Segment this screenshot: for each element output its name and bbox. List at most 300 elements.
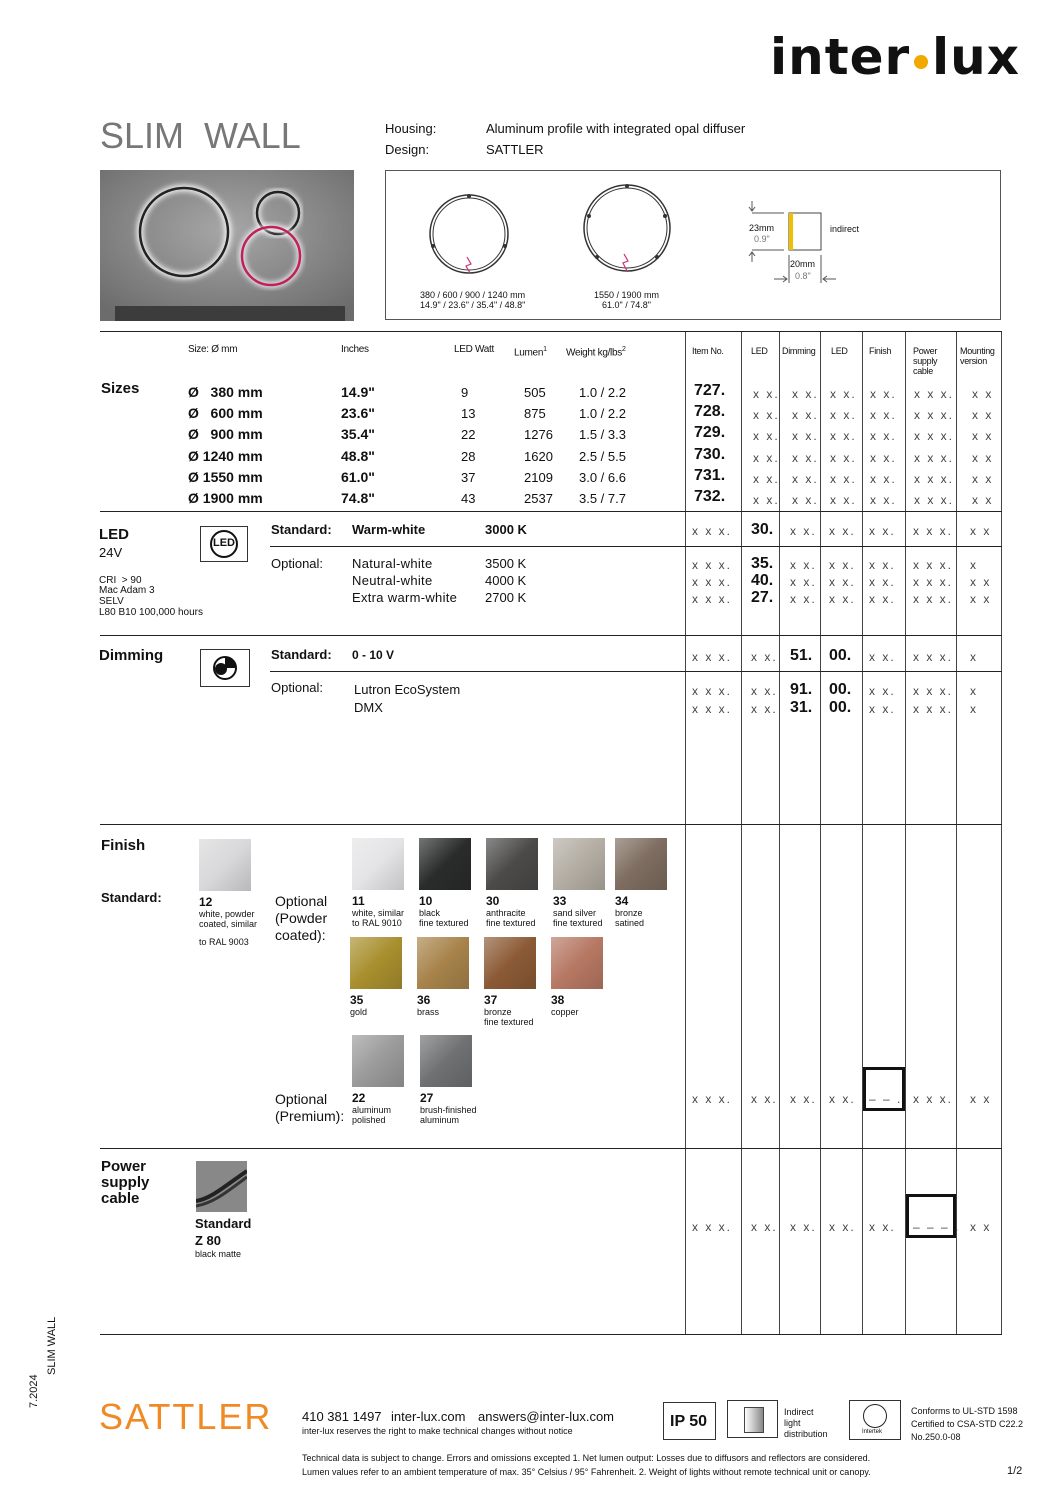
- watt-value: 37: [461, 469, 476, 485]
- finish-code: 38: [551, 993, 565, 1007]
- code-c4: x x.: [870, 493, 897, 507]
- cable-icon: [196, 1161, 247, 1212]
- led-standard-name: Warm-white: [352, 522, 426, 537]
- finish-desc2: fine textured: [486, 918, 536, 928]
- ip-rating-badge: [663, 1402, 716, 1440]
- led-spec1: CRI > 90: [99, 575, 142, 586]
- finish-swatch: [551, 937, 603, 989]
- col-weight: [566, 344, 626, 358]
- finish-desc2: fine textured: [553, 918, 603, 928]
- col-size: Size: Ø mm: [188, 344, 238, 355]
- code-led2: x x.: [829, 1092, 856, 1106]
- sizes-heading: Sizes: [101, 380, 140, 397]
- housing-label: Housing:: [385, 121, 437, 136]
- finish-desc1: bronze: [484, 1007, 512, 1017]
- code-c6: x x: [972, 493, 994, 507]
- finish-heading: Finish: [101, 837, 146, 854]
- code-mount: x x: [970, 592, 992, 606]
- led-option-name: Neutral-white: [352, 573, 433, 588]
- finish-optional-label3: coated):: [275, 927, 326, 943]
- code-c3: x x.: [830, 471, 857, 486]
- code-c1: x x.: [753, 387, 780, 401]
- code-c3: x x.: [830, 450, 857, 465]
- size-value: Ø 1900 mm: [188, 490, 263, 506]
- code-mount: x: [970, 558, 978, 572]
- code-finish: x x.: [869, 684, 896, 698]
- col-mount-2: version: [960, 356, 987, 366]
- watt-value: 43: [461, 491, 476, 506]
- etl-cert-text: Intertek: [862, 1429, 883, 1435]
- product-photo: [100, 170, 354, 321]
- code-item: x x x.: [692, 1092, 733, 1106]
- finish-desc1: aluminum: [352, 1105, 392, 1115]
- col-power-2: supply: [913, 356, 938, 366]
- finish-desc1: anthracite: [486, 908, 526, 918]
- finish-desc1: sand silver: [553, 908, 597, 918]
- col-inches: Inches: [341, 344, 369, 355]
- led-optional-label: Optional:: [271, 556, 324, 571]
- finish-code: 37: [484, 993, 498, 1007]
- code-c3: x x.: [830, 387, 857, 401]
- code-item: x x x.: [692, 575, 733, 589]
- lumen-value: 1620: [524, 448, 553, 464]
- code-c1: x x.: [753, 450, 780, 465]
- code-led2: 00.: [829, 681, 852, 698]
- code-power: x x x.: [913, 1092, 954, 1106]
- code-mount: x x: [970, 575, 992, 589]
- finish-code: 30: [486, 894, 500, 908]
- code-dim: 51.: [790, 647, 813, 664]
- drawing-caption2-line1: 1550 / 1900 mm: [594, 290, 660, 300]
- indirect-light-icon-shape: [744, 1407, 764, 1433]
- code-finish: x x.: [869, 575, 896, 589]
- finish-desc1: white, powder: [199, 909, 255, 919]
- rule-after-dimming: [100, 824, 1002, 825]
- code-power: x x x.: [913, 524, 954, 538]
- conf-line1: Conforms to UL-STD 1598: [911, 1406, 1018, 1416]
- led-heading: LED: [99, 526, 129, 543]
- led-standard-label: Standard:: [271, 522, 332, 537]
- finish-code: 27: [420, 1091, 434, 1105]
- dimming-optional-label: Optional:: [271, 680, 324, 695]
- code-c1: x x.: [753, 429, 780, 444]
- code-item: x x x.: [692, 650, 733, 664]
- code-c4: x x.: [870, 450, 897, 465]
- code-c1: x x.: [753, 408, 780, 423]
- side-date: 7.2024: [28, 1374, 40, 1408]
- code-mount: x: [970, 702, 978, 716]
- code-finish: x x.: [869, 650, 896, 664]
- code-dim: x x.: [790, 592, 817, 606]
- code-finish: x x.: [869, 702, 896, 716]
- height-in: 0.9": [754, 234, 770, 244]
- code-c6: x x: [972, 450, 994, 465]
- code-item: x x x.: [692, 1220, 733, 1234]
- led-standard-temp: 3000 K: [485, 522, 527, 537]
- dimming-standard-value: 0 - 10 V: [352, 648, 395, 662]
- ip-rating: IP 50: [670, 1413, 708, 1430]
- code-mount: x x: [970, 1092, 992, 1106]
- code-c2: x x.: [792, 493, 819, 507]
- page-title: SLIM WALL: [100, 115, 301, 156]
- watt-value: 9: [461, 385, 469, 400]
- finish-desc2: to RAL 9010: [352, 918, 402, 928]
- size-value: Ø 1240 mm: [188, 447, 263, 464]
- indirect-text3: distribution: [784, 1429, 828, 1439]
- table-top-rule: [100, 331, 1002, 332]
- footer-email[interactable]: answers@inter-lux.com: [478, 1409, 615, 1424]
- code-power: x x x.: [913, 558, 954, 572]
- lumen-value: 505: [524, 385, 546, 400]
- code-c3: x x.: [830, 408, 857, 423]
- code-c2: x x.: [792, 408, 819, 423]
- item-code: 729.: [694, 424, 726, 442]
- code-finish: x x.: [869, 524, 896, 538]
- power-heading-1: Power: [101, 1158, 147, 1175]
- finish-desc1: bronze: [615, 908, 643, 918]
- interlux-logo: [770, 28, 1030, 88]
- item-code: 728.: [694, 403, 726, 421]
- finish-swatch: [420, 1035, 472, 1087]
- width-mm: 20mm: [790, 259, 816, 269]
- code-c2: x x.: [792, 387, 819, 401]
- code-led: x x.: [751, 1092, 778, 1106]
- code-mount: x: [970, 650, 978, 664]
- code-item: x x x.: [692, 592, 733, 606]
- width-in: 0.8": [795, 271, 811, 281]
- led-voltage: 24V: [99, 545, 123, 560]
- finish-code: 35: [350, 993, 364, 1007]
- code-c1: x x.: [753, 493, 780, 507]
- finish-optional-label2: (Powder: [275, 910, 328, 926]
- product-photo-svg: [100, 170, 354, 321]
- dimming-option-name: DMX: [354, 700, 383, 715]
- code-c6: x x: [972, 387, 994, 401]
- finish-premium-label1: Optional: [275, 1091, 328, 1107]
- code-finish: x x.: [869, 558, 896, 572]
- led-option-temp: 2700 K: [485, 590, 527, 605]
- finish-desc1: white, similar: [352, 908, 405, 918]
- finish-swatch: [417, 937, 469, 989]
- inches-value: 23.6": [341, 405, 375, 422]
- code-power: x x x.: [913, 684, 954, 698]
- weight-value: 2.5 / 5.5: [579, 448, 626, 464]
- code-mount: x: [970, 684, 978, 698]
- dimming-option-name: Lutron EcoSystem: [354, 682, 461, 697]
- watt-value: 22: [461, 427, 476, 443]
- code-dim: x x.: [790, 524, 817, 538]
- grid-line-1: [685, 332, 686, 1335]
- code-led2: 00.: [829, 647, 852, 664]
- grid-line-7: [956, 332, 957, 1335]
- col-item-no: Item No.: [692, 346, 724, 356]
- grid-line-6: [905, 332, 906, 1335]
- finish-desc3: to RAL 9003: [199, 937, 249, 947]
- page-number: 1/2: [1007, 1465, 1023, 1477]
- code-led2: x x.: [829, 558, 856, 572]
- size-value: Ø 1550 mm: [188, 468, 263, 485]
- code-dim: x x.: [790, 1220, 817, 1234]
- code-c4: x x.: [870, 408, 897, 423]
- code-item: x x x.: [692, 524, 733, 538]
- col-led: LED: [751, 346, 768, 356]
- code-item: x x x.: [692, 702, 733, 716]
- code-c4: x x.: [870, 387, 897, 401]
- item-code: 730.: [694, 445, 726, 463]
- footer-web[interactable]: inter-lux.com: [391, 1409, 466, 1424]
- finish-standard-label: Standard:: [101, 890, 162, 905]
- col-weight-sup: 2: [621, 346, 626, 353]
- indirect-light-icon: [727, 1400, 778, 1438]
- code-c5: x x x.: [914, 493, 955, 507]
- etl-circle: [863, 1404, 887, 1428]
- led-option-name: Extra warm-white: [352, 590, 458, 605]
- grid-line-8: [1001, 332, 1002, 1335]
- dimmer-icon: [201, 650, 249, 686]
- finish-premium-label2: (Premium):: [275, 1108, 345, 1124]
- tech-line1: Technical data is subject to change. Errors and omissions excepted 1. Net lumen output: Losses due to diffusors and reflectors are considered.: [302, 1453, 871, 1463]
- rule-after-led: [100, 635, 1002, 636]
- finish-code: 36: [417, 993, 431, 1007]
- power-desc: black matte: [195, 1249, 242, 1259]
- code-led: 27.: [751, 589, 774, 606]
- code-led: x x.: [751, 702, 778, 716]
- code-c3: x x.: [830, 493, 857, 507]
- finish-swatch: [350, 937, 402, 989]
- col-lumen-text: Lumen: [514, 347, 544, 359]
- finish-code-highlight: [863, 1067, 905, 1111]
- code-power: x x x.: [913, 650, 954, 664]
- col-weight-text: Weight kg/lbs: [566, 347, 622, 359]
- code-item: x x x.: [692, 558, 733, 572]
- conf-line2: Certified to CSA-STD C22.2: [911, 1419, 1024, 1429]
- power-standard: Standard: [195, 1216, 252, 1231]
- code-c6: x x: [972, 471, 994, 486]
- code-power: x x x.: [913, 592, 954, 606]
- footer-phone: 410 381 1497: [302, 1409, 382, 1424]
- drawing-caption1-line2: 14.9" / 23.6" / 35.4" / 48.8": [420, 300, 526, 310]
- lumen-value: 1276: [524, 427, 553, 443]
- code-c1: x x.: [753, 471, 780, 486]
- code-led2: x x.: [829, 524, 856, 538]
- led-spec3: SELV: [99, 596, 124, 607]
- grid-line-4: [820, 332, 821, 1335]
- watt-value: 28: [461, 448, 476, 464]
- finish-desc2: fine textured: [484, 1017, 534, 1027]
- code-power: – – – .: [913, 1220, 961, 1234]
- code-led: x x.: [751, 684, 778, 698]
- finish-swatch: [486, 838, 538, 890]
- size-value: Ø 600 mm: [188, 405, 263, 422]
- logo-dot: [914, 55, 928, 69]
- code-led: x x.: [751, 1220, 778, 1234]
- rule-led-standard: [270, 546, 1002, 547]
- code-power: x x x.: [913, 702, 954, 716]
- col-power-1: Power: [913, 346, 938, 356]
- power-cable-swatch: [196, 1161, 247, 1212]
- power-code-highlight: [906, 1194, 956, 1238]
- logo-text-left: inter: [770, 28, 911, 86]
- finish-desc1: black: [419, 908, 441, 918]
- code-led2: 00.: [829, 699, 852, 716]
- size-value: Ø 900 mm: [188, 426, 263, 443]
- indirect-label: indirect: [830, 224, 860, 234]
- col-led2: LED: [831, 346, 848, 356]
- code-item: x x x.: [692, 684, 733, 698]
- power-heading-3: cable: [101, 1190, 140, 1207]
- dimming-icon: [200, 649, 250, 687]
- rule-after-sizes: [100, 511, 1002, 512]
- weight-value: 3.5 / 7.7: [579, 491, 626, 506]
- code-c2: x x.: [792, 471, 819, 486]
- code-c5: x x x.: [914, 471, 955, 486]
- code-c5: x x x.: [914, 408, 955, 423]
- item-code: 732.: [694, 488, 726, 505]
- finish-desc1: brass: [417, 1007, 440, 1017]
- finish-swatch: [352, 1035, 404, 1087]
- code-c5: x x x.: [914, 450, 955, 465]
- code-led: 30.: [751, 521, 774, 538]
- code-c3: x x.: [830, 429, 857, 444]
- col-mount-1: Mounting: [960, 346, 995, 356]
- grid-line-5: [862, 332, 863, 1335]
- led-icon-text: LED: [213, 537, 235, 549]
- size-value: Ø 380 mm: [188, 384, 263, 400]
- code-dim: x x.: [790, 575, 817, 589]
- led-option-name: Natural-white: [352, 556, 433, 571]
- code-led: 40.: [751, 572, 774, 589]
- finish-code: 33: [553, 894, 567, 908]
- led-spec4: L80 B10 100,000 hours: [99, 607, 203, 618]
- height-mm: 23mm: [749, 223, 775, 233]
- item-code: 731.: [694, 466, 726, 484]
- finish-desc1: copper: [551, 1007, 579, 1017]
- finish-desc2: coated, similar: [199, 919, 258, 929]
- inches-value: 61.0": [341, 468, 375, 485]
- finish-optional-label1: Optional: [275, 893, 328, 909]
- footer-notice: inter-lux reserves the right to make technical changes without notice: [302, 1426, 573, 1436]
- side-name: SLIM WALL: [46, 1316, 58, 1375]
- sattler-logo: SATTLER: [99, 1396, 273, 1437]
- col-power-3: cable: [913, 366, 934, 376]
- tech-line2: Lumen values refer to an ambient temperature of max. 35° Celsius / 95° Fahrenheit. 2. Weight of lights without remote technical unit or canopy.: [302, 1467, 871, 1477]
- code-dim: x x.: [790, 558, 817, 572]
- weight-value: 1.5 / 3.3: [579, 427, 626, 443]
- led-spec2: Mac Adam 3: [99, 585, 155, 596]
- led-icon: [200, 526, 248, 562]
- finish-desc2: fine textured: [419, 918, 469, 928]
- finish-swatch: [199, 839, 251, 891]
- inches-value: 14.9": [341, 384, 375, 400]
- table-bottom-rule: [100, 1334, 1002, 1335]
- finish-swatch: [553, 838, 605, 890]
- finish-swatch: [419, 838, 471, 890]
- code-c5: x x x.: [914, 429, 955, 444]
- code-finish: – – .: [869, 1092, 903, 1106]
- design-label: Design:: [385, 142, 430, 157]
- logo-text-right: lux: [932, 28, 1020, 86]
- code-led2: x x.: [829, 592, 856, 606]
- finish-code: 10: [419, 894, 433, 908]
- code-dim: x x.: [790, 1092, 817, 1106]
- weight-value: 1.0 / 2.2: [579, 406, 626, 422]
- finish-desc1: gold: [350, 1007, 368, 1017]
- col-led-watt: LED Watt: [454, 344, 495, 355]
- code-c4: x x.: [870, 429, 897, 444]
- code-led: x x.: [751, 650, 778, 664]
- code-led2: x x.: [829, 1220, 856, 1234]
- code-dim: 31.: [790, 699, 813, 716]
- code-finish: x x.: [869, 592, 896, 606]
- code-c2: x x.: [792, 429, 819, 444]
- code-c6: x x: [972, 408, 994, 423]
- inches-value: 74.8": [341, 490, 375, 506]
- finish-swatch: [352, 838, 404, 890]
- watt-value: 13: [461, 406, 476, 422]
- inches-value: 48.8": [341, 447, 375, 464]
- col-lumen-sup: 1: [543, 346, 547, 353]
- finish-swatch: [484, 937, 536, 989]
- col-finish: Finish: [869, 346, 892, 356]
- indirect-text2: light: [784, 1418, 801, 1428]
- rule-dimming-standard: [270, 671, 1002, 672]
- code-c2: x x.: [792, 450, 819, 465]
- indirect-text1: Indirect: [784, 1407, 814, 1417]
- finish-swatch: [615, 838, 667, 890]
- lumen-value: 875: [524, 406, 546, 422]
- power-heading-2: supply: [101, 1174, 150, 1191]
- finish-code: 11: [352, 894, 365, 908]
- housing-value: Aluminum profile with integrated opal diffuser: [486, 121, 746, 136]
- item-code: 727.: [694, 382, 726, 399]
- code-c4: x x.: [870, 471, 897, 486]
- code-mount: x x: [970, 1220, 992, 1234]
- col-dimming: Dimming: [782, 346, 816, 356]
- dimming-standard-label: Standard:: [271, 647, 332, 662]
- code-mount: x x: [970, 524, 992, 538]
- inches-value: 35.4": [341, 426, 375, 443]
- drawing-caption1-line1: 380 / 600 / 900 / 1240 mm: [420, 290, 526, 300]
- lumen-value: 2537: [524, 491, 553, 506]
- code-led: 35.: [751, 555, 774, 572]
- drawing-caption2-line2: 61.0" / 74.8": [602, 300, 651, 310]
- design-value: SATTLER: [486, 142, 544, 157]
- finish-desc2: satined: [615, 918, 645, 928]
- col-lumen: [514, 344, 547, 358]
- finish-code: 34: [615, 894, 629, 908]
- code-dim: 91.: [790, 681, 813, 698]
- finish-desc1: brush-finished: [420, 1105, 477, 1115]
- finish-code: 12: [199, 895, 213, 909]
- conf-line3: No.250.0-08: [911, 1432, 961, 1442]
- led-option-temp: 3500 K: [485, 556, 527, 571]
- finish-desc2: aluminum: [420, 1115, 460, 1125]
- rule-after-finish: [100, 1148, 1002, 1149]
- finish-desc2: polished: [352, 1115, 386, 1125]
- dimming-heading: Dimming: [99, 647, 164, 664]
- code-c5: x x x.: [914, 387, 955, 401]
- weight-value: 3.0 / 6.6: [579, 469, 626, 485]
- code-led2: x x.: [829, 575, 856, 589]
- code-power: x x x.: [913, 575, 954, 589]
- drawing-box: [385, 170, 1001, 320]
- code-finish: x x.: [869, 1220, 896, 1234]
- weight-value: 1.0 / 2.2: [579, 385, 626, 400]
- led-option-temp: 4000 K: [485, 573, 527, 588]
- code-c6: x x: [972, 429, 994, 444]
- etl-cert-icon: [849, 1400, 901, 1440]
- power-model: Z 80: [195, 1233, 222, 1248]
